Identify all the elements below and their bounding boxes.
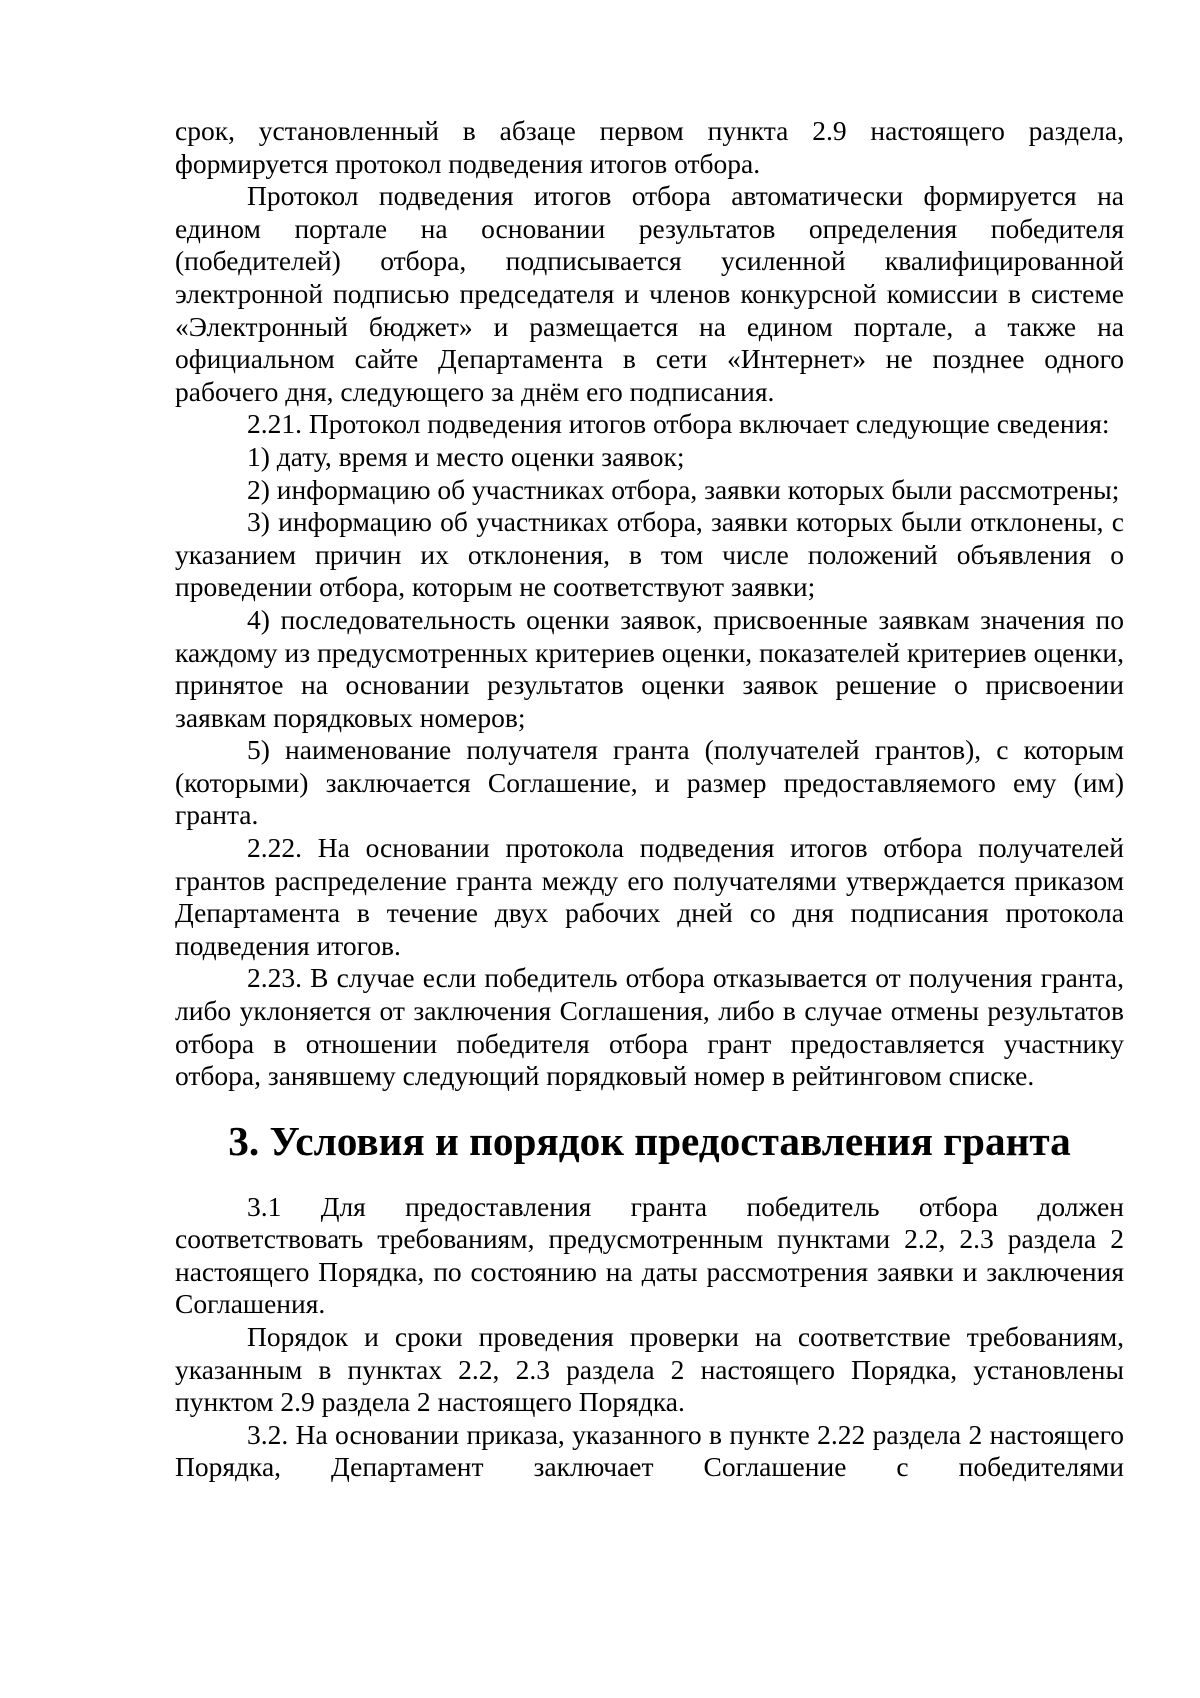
paragraph-2-23: 2.23. В случае если победитель отбора отказывается от получения гранта, либо уклоняется от заключения Соглашения, либо в случае отмены результатов отбора в отношении победителя отбора грант предоставляется участнику отбора, занявшему следующий порядковый номер в рейтинговом списке. bbox=[175, 962, 1124, 1092]
paragraph-protocol-formation: Протокол подведения итогов отбора автоматически формируется на едином портале на основании результатов определения победителя (победителей) отбора, подписывается усиленной квалифицированной электронной подписью председателя и членов конкурсной комиссии в системе «Электронный бюджет» и размещается на едином портале, а также на официальном сайте Департамента в сети «Интернет» не позднее одного рабочего дня, следующего за днём его подписания. bbox=[175, 180, 1124, 407]
list-item-3: 3) информацию об участниках отбора, заявки которых были отклонены, с указанием причин их отклонения, в том числе положений объявления о проведении отбора, которым не соответствуют заявки; bbox=[175, 506, 1124, 603]
list-item-2: 2) информацию об участниках отбора, заявки которых были рассмотрены; bbox=[247, 473, 1120, 505]
paragraph-2-22: 2.22. На основании протокола подведения итогов отбора получателей грантов распределение гранта между его получателями утверждается приказом Департамента в течение двух рабочих дней со дня подписания протокола подведения итогов. bbox=[175, 832, 1124, 961]
paragraph-3-2: 3.2. На основании приказа, указанного в пункте 2.22 раздела 2 настоящего Порядка, Департамент заключает Соглашение с победителями bbox=[175, 1418, 1124, 1483]
paragraph-verification: Порядок и сроки проведения проверки на соответствие требованиям, указанным в пунктах 2.2, 2.3 раздела 2 настоящего Порядка, установлены пунктом 2.9 раздела 2 настоящего Порядка. bbox=[175, 1320, 1124, 1418]
list-item-4: 4) последовательность оценки заявок, присвоенные заявкам значения по каждому из предусмотренных критериев оценки, показателей критериев оценки, принятое на основании результатов оценки заявок решение о присвоении заявкам порядковых номеров; bbox=[175, 603, 1124, 733]
paragraph-3-1: 3.1 Для предоставления гранта победитель отбора должен соответствовать требованиям, предусмотренным пунктами 2.2, 2.3 раздела 2 настоящего Порядка, по состоянию на даты рассмотрения заявки и заключения Соглашения. bbox=[175, 1190, 1124, 1320]
list-item-5: 5) наименование получателя гранта (получателей грантов), с которым (которыми) заключается Соглашение, и размер предоставляемого ему (им) гранта. bbox=[175, 734, 1124, 831]
list-item-1: 1) дату, время и место оценки заявок; bbox=[247, 440, 685, 472]
section-heading: 3. Условия и порядок предоставления гранта bbox=[228, 1118, 1071, 1165]
paragraph-2-21: 2.21. Протокол подведения итогов отбора включает следующие сведения: bbox=[247, 408, 1110, 440]
document-page bbox=[175, 115, 1124, 1484]
paragraph-continuation: срок, установленный в абзаце первом пункта 2.9 настоящего раздела, формируется протокол подведения итогов отбора. bbox=[175, 115, 1124, 179]
